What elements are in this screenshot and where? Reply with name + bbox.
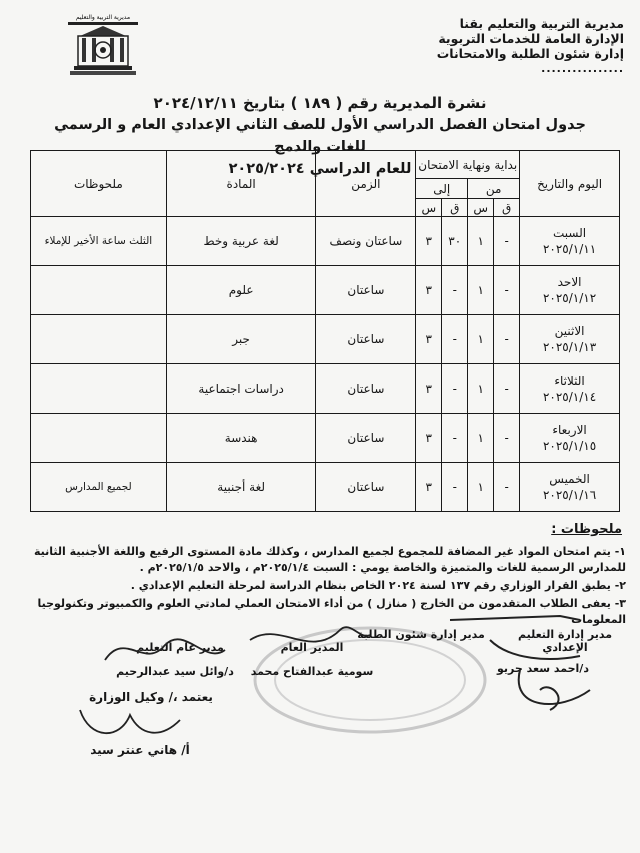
- row-duration: ساعتان: [316, 462, 416, 511]
- header-line-3: إدارة شئون الطلبة والامتحانات: [436, 46, 624, 61]
- row-to-hours: ٣: [416, 266, 442, 315]
- header-day-date: اليوم والتاريخ: [520, 151, 620, 217]
- row-from-minutes: -: [494, 217, 520, 266]
- row-from-hours: ١: [468, 217, 494, 266]
- education-gm-signature-image: [95, 620, 235, 680]
- header-notes: ملحوظات: [31, 151, 167, 217]
- header-duration: الزمن: [316, 151, 416, 217]
- row-duration: ساعتان: [316, 266, 416, 315]
- education-gm-title: مدير عام التعليم: [136, 641, 224, 654]
- table-row: [31, 364, 620, 413]
- row-subject: لغة عربية وخط: [166, 217, 316, 266]
- prep-director-name: د/احمد سعد جريو: [497, 662, 589, 675]
- row-day: الاربعاء: [552, 422, 587, 437]
- note-item-2: ٢- يطبق القرار الوزاري رقم ١٣٧ لسنة ٢٠٢٤ الخاص بنظام الدراسة لمرحلة التعليم الإعدادي .: [130, 579, 626, 592]
- table-row: [31, 315, 620, 364]
- row-to-minutes: -: [442, 315, 468, 364]
- row-day: الاثنين: [554, 324, 585, 339]
- row-from-minutes: -: [494, 315, 520, 364]
- row-to-hours: ٣: [416, 462, 442, 511]
- academic-year: للعام الدراسي ٢٠٢٥/٢٠٢٤: [228, 161, 412, 177]
- row-from-hours: ١: [468, 462, 494, 511]
- row-subject: جبر: [166, 315, 316, 364]
- row-date: ٢٠٢٥/١/١١: [542, 242, 597, 257]
- row-to-hours: ٣: [416, 315, 442, 364]
- row-from-minutes: -: [494, 462, 520, 511]
- row-day: السبت: [553, 226, 587, 241]
- general-manager-name: سومية عبدالفتاح محمد: [250, 665, 374, 678]
- header-exam-span: بداية ونهاية الامتحان: [416, 151, 520, 179]
- row-note: [31, 413, 167, 462]
- row-duration: ساعتان: [316, 364, 416, 413]
- table-row: [31, 217, 620, 266]
- row-day: الاحد: [557, 275, 582, 290]
- row-to-minutes: -: [442, 413, 468, 462]
- row-date: ٢٠٢٥/١/١٢: [542, 291, 597, 306]
- row-date: ٢٠٢٥/١/١٥: [542, 438, 597, 453]
- row-duration: ساعتان: [316, 413, 416, 462]
- ministry-logo: [62, 10, 144, 78]
- row-to-minutes: -: [442, 266, 468, 315]
- row-note: [31, 364, 167, 413]
- header-block: [384, 16, 624, 76]
- row-date: ٢٠٢٥/١/١٣: [542, 340, 597, 355]
- row-duration: ساعتان ونصف: [316, 217, 416, 266]
- header-from: من: [468, 179, 520, 199]
- header-dots: ................: [541, 62, 624, 75]
- row-to-hours: ٣: [416, 217, 442, 266]
- prep-director-title: مدير إدارة التعليم الإعدادي: [517, 628, 612, 654]
- row-day: الخميس: [549, 471, 590, 486]
- header-from-hours: س: [468, 199, 494, 217]
- row-date: ٢٠٢٥/١/١٤: [542, 389, 597, 404]
- row-from-hours: ١: [468, 364, 494, 413]
- row-to-minutes: -: [442, 364, 468, 413]
- logo-text: مديرية التربية والتعليم: [75, 14, 131, 21]
- row-from-hours: ١: [468, 266, 494, 315]
- gm-signature-image: [240, 610, 380, 670]
- row-from-hours: ١: [468, 413, 494, 462]
- header-to-minutes: ق: [442, 199, 468, 217]
- row-to-minutes: ٣٠: [442, 217, 468, 266]
- notes-title: ملحوظات :: [551, 522, 622, 537]
- header-to: إلى: [416, 179, 468, 199]
- row-subject: دراسات اجتماعية: [166, 364, 316, 413]
- table-row: [31, 266, 620, 315]
- note-item-3: ٣- يعفى الطلاب المتقدمون من الخارج ( منازل ) من أداء الامتحان العملي لمادتي العلوم والكمبيوتر وتكنولوجيا المعلومات: [37, 597, 626, 626]
- affairs-director-title: مدير إدارة شئون الطلبة: [357, 628, 485, 641]
- undersecretary-signature-image: [70, 700, 190, 745]
- schedule-title: جدول امتحان الفصل الدراسي الأول للصف الثاني الإعدادي العام و الرسمي للغات والدمج: [54, 117, 586, 155]
- header-from-minutes: ق: [494, 199, 520, 217]
- education-gm-name: د/وائل سيد عبدالرحيم: [116, 665, 234, 678]
- row-day: الثلاثاء: [554, 373, 585, 388]
- header-subject: المادة: [166, 151, 316, 217]
- table-row: [31, 413, 620, 462]
- approval-label: يعتمد ،/ وكيل الوزارة: [89, 690, 213, 704]
- table-row: [31, 462, 620, 511]
- row-subject: علوم: [166, 266, 316, 315]
- undersecretary-name: أ/ هاني عنتر سيد: [90, 743, 190, 757]
- row-date: ٢٠٢٥/١/١٦: [542, 487, 597, 502]
- row-note: [31, 266, 167, 315]
- row-subject: هندسة: [166, 413, 316, 462]
- general-manager-title: المدير العام: [280, 641, 344, 654]
- row-note: [31, 315, 167, 364]
- row-to-hours: ٣: [416, 413, 442, 462]
- row-note: لجميع المدارس: [31, 462, 167, 511]
- header-line-1: مديرية التربية والتعليم بقنا: [459, 16, 624, 31]
- row-subject: لغة أجنبية: [166, 462, 316, 511]
- bulletin-title: نشرة المديرية رقم ( ١٨٩ ) بتاريخ ٢٠٢٤/١٢/١١: [153, 94, 487, 112]
- row-to-hours: ٣: [416, 364, 442, 413]
- header-to-hours: س: [416, 199, 442, 217]
- row-from-minutes: -: [494, 364, 520, 413]
- row-from-minutes: -: [494, 266, 520, 315]
- row-from-hours: ١: [468, 315, 494, 364]
- row-duration: ساعتان: [316, 315, 416, 364]
- prep-director-signature-image: [430, 600, 610, 730]
- row-to-minutes: -: [442, 462, 468, 511]
- exam-schedule-table: [30, 150, 620, 512]
- row-note: الثلث ساعة الأخير للإملاء: [31, 217, 167, 266]
- note-item-1: ١- يتم امتحان المواد غير المضافة للمجموع لجميع المدارس ، وكذلك مادة المستوى الرفيع واللغة الأجنبية الثانية للمدارس الرسمية للغات والمتميزة والخاصة يومي : السبت ٢٠٢٥/١/٤م ، والاحد ٢٠٢٥/١/٥م .: [34, 545, 626, 574]
- row-from-minutes: -: [494, 413, 520, 462]
- header-line-2: الإدارة العامة للخدمات التربوية: [438, 31, 624, 46]
